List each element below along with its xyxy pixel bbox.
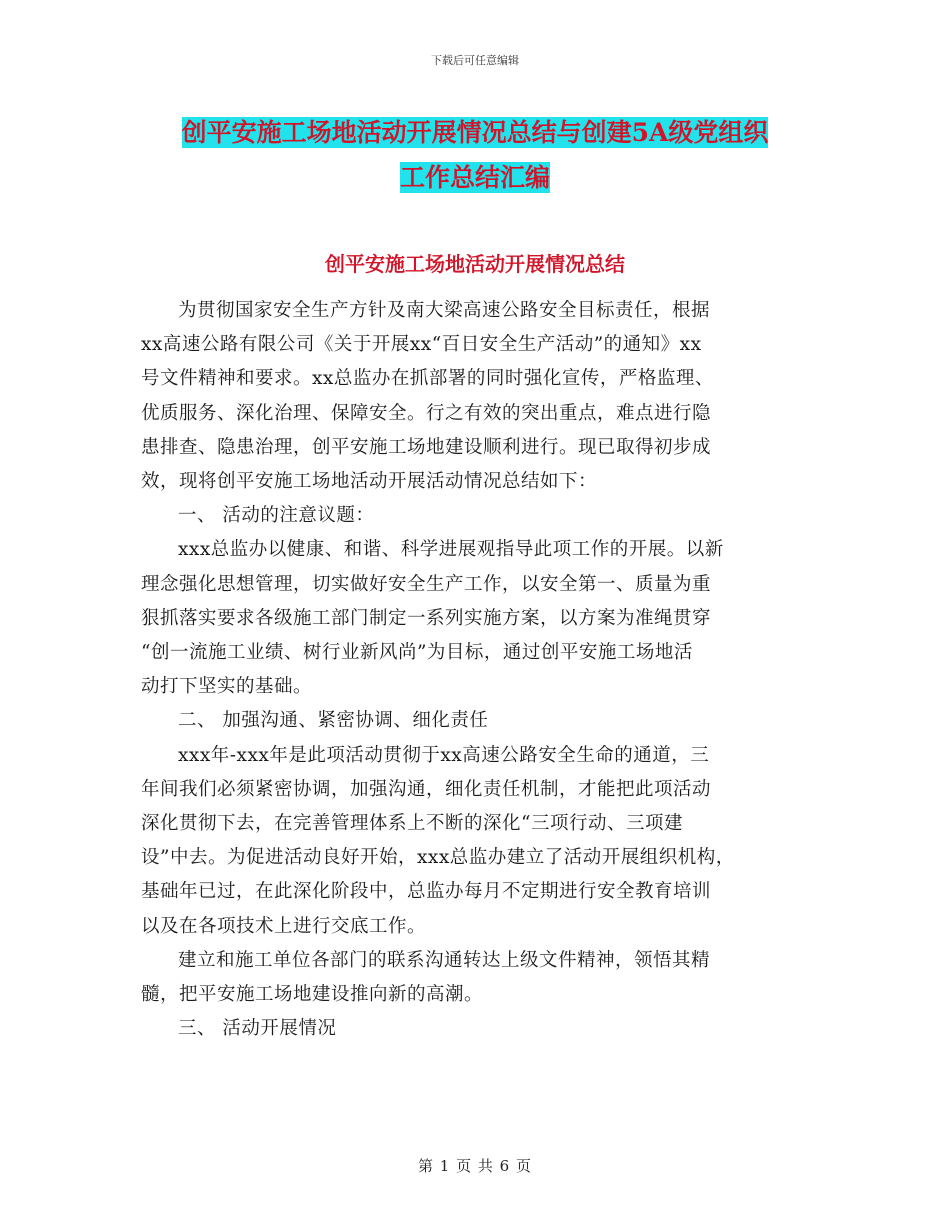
text-line: xxx总监办以健康、和谐、科学进展观指导此项工作的开展。以新: [178, 539, 724, 561]
text-line: “创一流施工业绩、树行业新风尚”为目标，通过创平安施工场地活: [141, 642, 693, 664]
text-line: 动打下坚实的基础。: [141, 676, 313, 698]
paragraph-3: [141, 739, 821, 944]
text-line: 基础年已过，在此深化阶段中，总监办每月不定期进行安全教育培训: [141, 881, 712, 903]
text-line: 设”中去。为促进活动良好开始，xxx总监办建立了活动开展组织机构，: [141, 847, 735, 869]
text-line: 为贯彻国家安全生产方针及南大梁高速公路安全目标责任，根据: [178, 300, 711, 321]
text-line: 效，现将创平安施工场地活动开展活动情况总结如下：: [141, 471, 598, 493]
paragraph-2: [141, 533, 821, 704]
heading-3: [141, 1012, 821, 1046]
document-title: [140, 110, 810, 200]
heading-text: 三、 活动开展情况: [178, 1018, 337, 1040]
heading-text: 一、 活动的注意议题：: [178, 505, 375, 527]
paragraph-1: [141, 294, 821, 499]
text-line: 优质服务、深化治理、保障安全。行之有效的突出重点，难点进行隐: [141, 402, 712, 424]
heading-1: [141, 499, 821, 533]
section-title: 创平安施工场地活动开展情况总结: [325, 252, 625, 276]
text-line: xx高速公路有限公司《关于开展xx“百日安全生产活动”的通知》xx: [141, 334, 702, 356]
text-line: 患排查、隐患治理，创平安施工场地建设顺利进行。现已取得初步成: [141, 436, 712, 458]
text-line: 年间我们必须紧密协调，加强沟通，细化责任机制，才能把此项活动: [141, 778, 712, 800]
heading-text: 二、 加强沟通、紧密协调、细化责任: [178, 710, 489, 732]
text-line: xxx年-xxx年是此项活动贯彻于xx高速公路安全生命的通道，三: [178, 744, 710, 766]
paragraph-4: [141, 944, 821, 1012]
title-line-2: 工作总结汇编: [399, 163, 550, 192]
heading-2: [141, 704, 821, 738]
text-line: 理念强化思想管理，切实做好安全生产工作，以安全第一、质量为重: [141, 573, 712, 595]
text-line: 髓，把平安施工场地建设推向新的高潮。: [141, 984, 484, 1006]
text-line: 号文件精神和要求。xx总监办在抓部署的同时强化宣传，严格监理、: [141, 368, 714, 390]
text-line: 狠抓落实要求各级施工部门制定一系列实施方案，以方案为准绳贯穿: [141, 607, 712, 629]
header-note: 下载后可任意编辑: [431, 54, 519, 67]
title-line-1: 创平安施工场地活动开展情况总结与创建5A级党组织: [181, 118, 769, 147]
page-footer: 第 1 页 共 6 页: [418, 1157, 532, 1175]
text-line: 以及在各项技术上进行交底工作。: [141, 915, 427, 937]
text-line: 深化贯彻下去，在完善管理体系上不断的深化“三项行动、三项建: [141, 813, 683, 835]
body-text: [141, 294, 821, 1046]
text-line: 建立和施工单位各部门的联系沟通转达上级文件精神，领悟其精: [178, 949, 711, 971]
